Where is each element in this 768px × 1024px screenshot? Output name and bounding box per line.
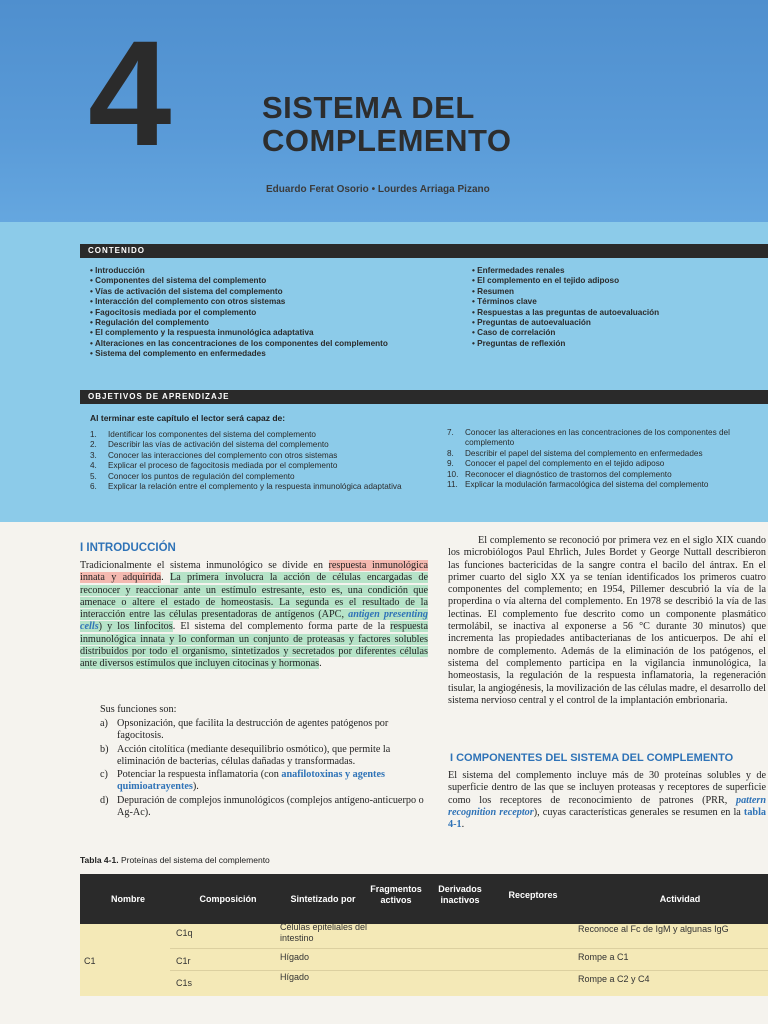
list-item: • Resumen [472, 287, 762, 297]
list-item: • Vías de activación del sistema del complemento [90, 287, 460, 297]
objetivos-intro: Al terminar este capítulo el lector será capaz de: [90, 413, 286, 423]
list-item: • Sistema del complemento en enfermedades [90, 349, 460, 359]
list-item: • Preguntas de reflexión [472, 339, 762, 349]
list-item: • Interacción del complemento con otros sistemas [90, 297, 460, 307]
list-item: 8. Describir el papel del sistema del complemento en enfermedades [447, 448, 703, 458]
list-item: a) Opsonización, que facilita la destrucción de agentes patógenos por fagocitosis. [100, 718, 389, 742]
list-item: • Alteraciones en las concentraciones de los componentes del complemento [90, 339, 460, 349]
funciones-intro: Sus funciones son: [100, 704, 177, 715]
cell-sintetizado: Células epiteliales del intestino [280, 922, 368, 943]
cell-actividad: Rompe a C1 [578, 952, 629, 962]
col-composicion: Composición [199, 894, 257, 904]
list-item: 2. Describir las vías de activación del sistema del complemento [90, 440, 329, 450]
list-item: d) Depuración de complejos inmunológicos (complejos antígeno-anticuerpo o Ag-Ac). [100, 794, 424, 819]
list-item: • Caso de correlación [472, 328, 762, 338]
list-item: 6. Explicar la relación entre el complemento y la respuesta inmunológica adaptativa [90, 482, 402, 492]
list-item: • Componentes del sistema del complemento [90, 276, 460, 286]
cell-sintetizado: Hígado [280, 952, 310, 962]
table-body [80, 924, 768, 996]
list-item: • Introducción [90, 266, 460, 276]
chapter-title-line1: SISTEMA DEL [262, 90, 475, 125]
contenido-list-right [472, 266, 762, 349]
objetivos-heading: OBJETIVOS DE APRENDIZAJE [80, 390, 768, 404]
list-item: b) Acción citolítica (mediante desequilibrio osmótico), que permite la eliminación de bacterias, células dañadas y transformadas. [100, 743, 391, 767]
list-item: 7. Conocer las alteraciones en las concentraciones de los componentes del complemento [447, 428, 730, 448]
list-item: • Enfermedades renales [472, 266, 762, 276]
row-divider [170, 970, 768, 971]
col-derivados: Derivados inactivos [438, 884, 482, 905]
chapter-authors: Eduardo Ferat Osorio • Lourdes Arriaga Pizano [266, 184, 490, 195]
list-item: • El complemento en el tejido adiposo [472, 276, 762, 286]
col-nombre: Nombre [110, 894, 145, 904]
chapter-title-line2: COMPLEMENTO [262, 122, 512, 158]
row-divider [170, 948, 768, 949]
col-sintetizado: Sintetizado por [290, 894, 356, 904]
table-caption: Tabla 4-1. Proteínas del sistema del complemento [80, 855, 270, 865]
list-item: 1. Identificar los componentes del sistema del complemento [90, 430, 316, 439]
list-item: • Regulación del complemento [90, 318, 460, 328]
list-item: • Términos clave [472, 297, 762, 307]
cell-actividad: Rompe a C2 y C4 [578, 974, 650, 984]
list-item: • Preguntas de autoevaluación [472, 318, 762, 328]
componentes-heading: I COMPONENTES DEL SISTEMA DEL COMPLEMENTO [450, 752, 734, 764]
introduccion-paragraph: Tradicionalmente el sistema inmunológico se divide en respuesta inmunológica innata y adquirida. La primera involucra la acción de células encargadas de reconocer y reaccionar ante un estímulo estresante, esto es, una condición que amenace o altere el estado de homeostasis. La segunda es el resultado de la interacción entre las células presentadoras de antígenos (APC, antigen presenting cells) y los linfocitos. El sistema del complemento forma parte de la respuesta inmunológica innata y lo conforman un conjunto de proteasas y factores solubles distribuidos por todo el organismo, sintetizados y secretados por diferentes células ante diversos estímulos que incluyen citocinas y hormonas. [80, 560, 429, 670]
table-header [80, 874, 768, 924]
list-item: 10. Reconocer el diagnóstico de trastornos del complemento [447, 469, 672, 479]
list-item: 3. Conocer las interacciones del complemento con otros sistemas [90, 450, 338, 460]
funciones-list [100, 718, 428, 820]
cell-composicion: C1q [176, 928, 193, 938]
list-item: c) Potenciar la respuesta inflamatoria (con anafilotoxinas y agentes quimioatrayentes). [100, 769, 385, 793]
list-item: 11. Explicar la modulación farmacológica del sistema del complemento [447, 480, 709, 490]
history-paragraph: El complemento se reconoció por primera vez en el siglo XIX cuando los microbiólogos Paul Ehrlich, Jules Bordet y George Nuttall describieron las funciones bactericidas de la sangre contra el bacilo del ántrax. En el primer cuarto del siglo XX ya se tenían identificados los primeros cuatro componentes del complemento; en 1954, Pillemer descubrió la vía de la properdina o vía alterna del complemento. En 1978 se describió la vía de las lectinas. El complemento fue descrito como un componente plasmático termolábil, se inactiva al exponerse a 56 °C durante 30 minutos) que incrementa las propiedades antibacterianas de los anticuerpos. De ahí el nombre de complemento. Además de la eliminación de los patógenos, el sistema del complemento participa en la vigilancia inmunológica, la homeostasis, la regulación de la respuesta inflamatoria, la regeneración tisular, la angiogénesis, la movilización de las células madre, el desarrollo del sistema nervioso central y el control de la implantación embrionaria. [448, 535, 766, 706]
list-item: 4. Explicar el proceso de fagocitosis mediada por el complemento [90, 461, 338, 471]
cell-actividad: Reconoce al Fc de IgM y algunas IgG [578, 924, 729, 934]
table-link[interactable]: tabla 4-1 [448, 806, 766, 831]
componentes-paragraph: El sistema del complemento incluye más de 30 proteínas solubles y de superficie dentro de las que se incluyen proteasas y receptores de superficie como los receptores de reconocimiento de patrones (PRR, pattern recognition receptor), cuyas características generales se resumen en la tabla 4-1. [448, 770, 766, 831]
cell-composicion: C1r [176, 956, 191, 966]
col-actividad: Actividad [659, 894, 701, 904]
col-fragmentos: Fragmentos activos [370, 884, 422, 905]
contenido-list-left [90, 266, 460, 360]
cell-composicion: C1s [176, 978, 193, 988]
list-item: • Fagocitosis mediada por el complemento [90, 308, 460, 318]
objetivos-list-right [447, 428, 762, 490]
list-item: 5. Conocer los puntos de regulación del complemento [90, 471, 295, 481]
objetivos-list-left [90, 430, 420, 492]
chapter-title [262, 92, 512, 157]
list-item: • Respuestas a las preguntas de autoevaluación [472, 308, 762, 318]
list-item: 9. Conocer el papel del complemento en el tejido adiposo [447, 459, 665, 469]
introduccion-heading: I INTRODUCCIÓN [80, 542, 176, 554]
chapter-number: 4 [88, 9, 172, 177]
col-receptores: Receptores [508, 890, 558, 900]
cell-sintetizado: Hígado [280, 972, 310, 982]
list-item: • El complemento y la respuesta inmunológica adaptativa [90, 328, 460, 338]
contenido-heading: CONTENIDO [80, 244, 768, 258]
cell-nombre: C1 [84, 956, 96, 966]
